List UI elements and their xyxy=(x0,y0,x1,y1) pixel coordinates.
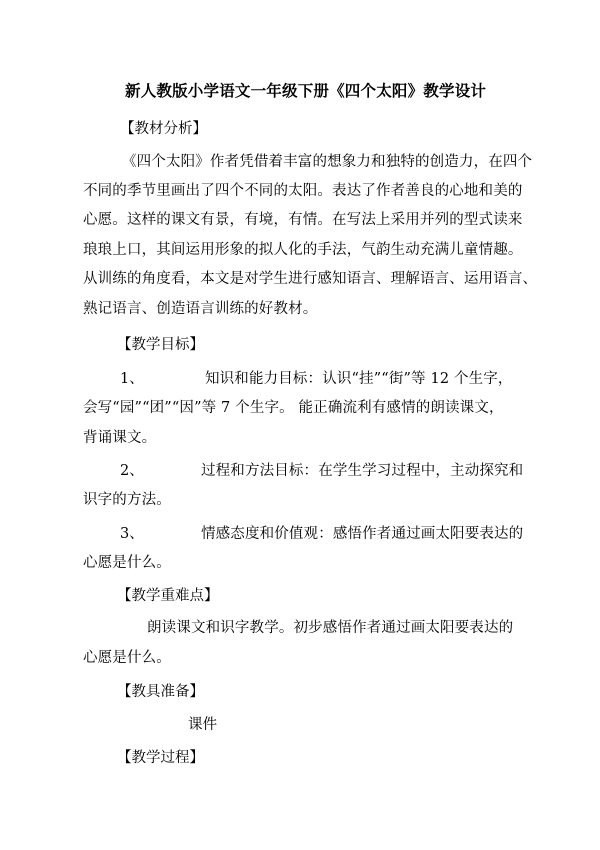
analysis-line-4: 琅琅上口，其间运用形象的拟人化的手法，气韵生动充满儿童情趣。 xyxy=(83,242,523,258)
key-points-line-2: 心愿是什么。 xyxy=(83,650,171,666)
goal-2-line-1: 过程和方法目标：在学生学习过程中，主动探究和 xyxy=(201,463,524,479)
analysis-line-1: 《四个太阳》作者凭借着丰富的想象力和独特的创造力，在四个 xyxy=(122,154,533,170)
analysis-line-6: 熟记语言、创造语言训练的好教材。 xyxy=(83,301,318,317)
goal-number-3: 3、 xyxy=(120,526,144,542)
goal-1-line-1: 知识和能力目标：认识“挂”“街”等 12 个生字， xyxy=(205,371,513,387)
key-points-line-1: 朗读课文和识字教学。初步感悟作者通过画太阳要表达的 xyxy=(147,620,514,636)
section-heading-goals: 【教学目标】 xyxy=(117,337,204,353)
section-heading-analysis: 【教材分析】 xyxy=(120,121,207,137)
analysis-line-3: 心愿。这样的课文有景，有境，有情。在写法上采用并列的型式读来 xyxy=(83,212,523,228)
section-heading-materials: 【教具准备】 xyxy=(117,684,204,700)
goal-3-line-1: 情感态度和价值观：感悟作者通过画太阳要表达的 xyxy=(201,526,524,542)
analysis-line-5: 从训练的角度看，本文是对学生进行感知语言、理解语言、运用语言、 xyxy=(83,271,538,287)
goal-1-line-3: 背诵课文。 xyxy=(83,430,157,446)
goal-3-line-2: 心愿是什么。 xyxy=(83,555,171,571)
materials-text: 课件 xyxy=(188,717,218,733)
goal-1-line-2: 会写“园”“团”“因”等 7 个生字。 能正确流利有感情的朗读课文， xyxy=(83,400,504,416)
analysis-line-2: 不同的季节里画出了四个不同的太阳。表达了作者善良的心地和美的 xyxy=(83,183,523,199)
goal-2-line-2: 识字的方法。 xyxy=(83,492,171,508)
section-heading-process: 【教学过程】 xyxy=(117,750,204,766)
document-title: 新人教版小学语文一年级下册《四个太阳》教学设计 xyxy=(125,81,487,100)
goal-number-2: 2、 xyxy=(120,463,144,479)
goal-number-1: 1、 xyxy=(120,371,144,387)
section-heading-key-points: 【教学重难点】 xyxy=(117,588,219,604)
